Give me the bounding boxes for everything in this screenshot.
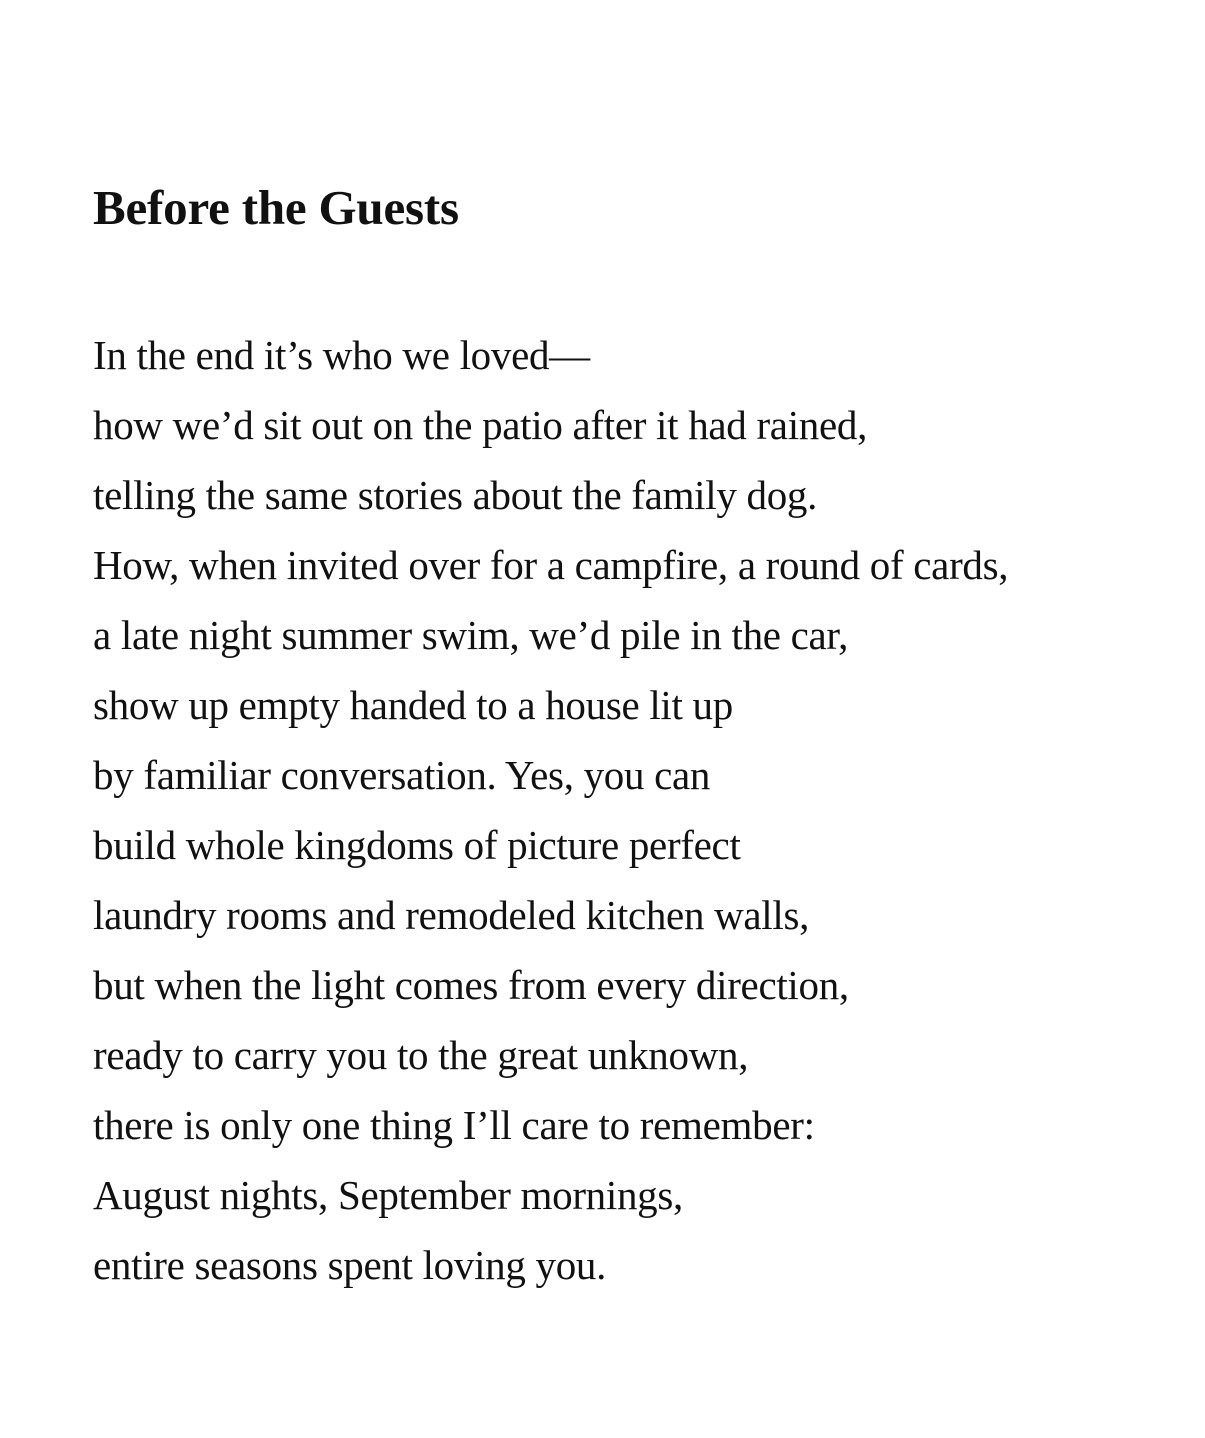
poem-line: by familiar conversation. Yes, you can [93, 752, 711, 798]
poem-title: Before the Guests [93, 180, 459, 235]
poem-line: In the end it’s who we loved— [93, 332, 590, 378]
poem-line: telling the same stories about the family dog. [93, 472, 818, 518]
poem-line: there is only one thing I’ll care to remember: [93, 1102, 815, 1148]
poem-line: entire seasons spent loving you. [93, 1242, 607, 1288]
poem-line: a late night summer swim, we’d pile in the car, [93, 612, 849, 658]
poem-line: build whole kingdoms of picture perfect [93, 822, 741, 868]
poem-line: August nights, September mornings, [93, 1172, 683, 1218]
poem-body [93, 320, 1008, 1300]
poem-line: how we’d sit out on the patio after it had rained, [93, 402, 868, 448]
poem-line: ready to carry you to the great unknown, [93, 1032, 749, 1078]
poem-line: but when the light comes from every direction, [93, 962, 849, 1008]
poem-line: show up empty handed to a house lit up [93, 682, 733, 728]
poem-line: laundry rooms and remodeled kitchen walls, [93, 892, 810, 938]
poem-line: How, when invited over for a campfire, a round of cards, [93, 542, 1009, 588]
